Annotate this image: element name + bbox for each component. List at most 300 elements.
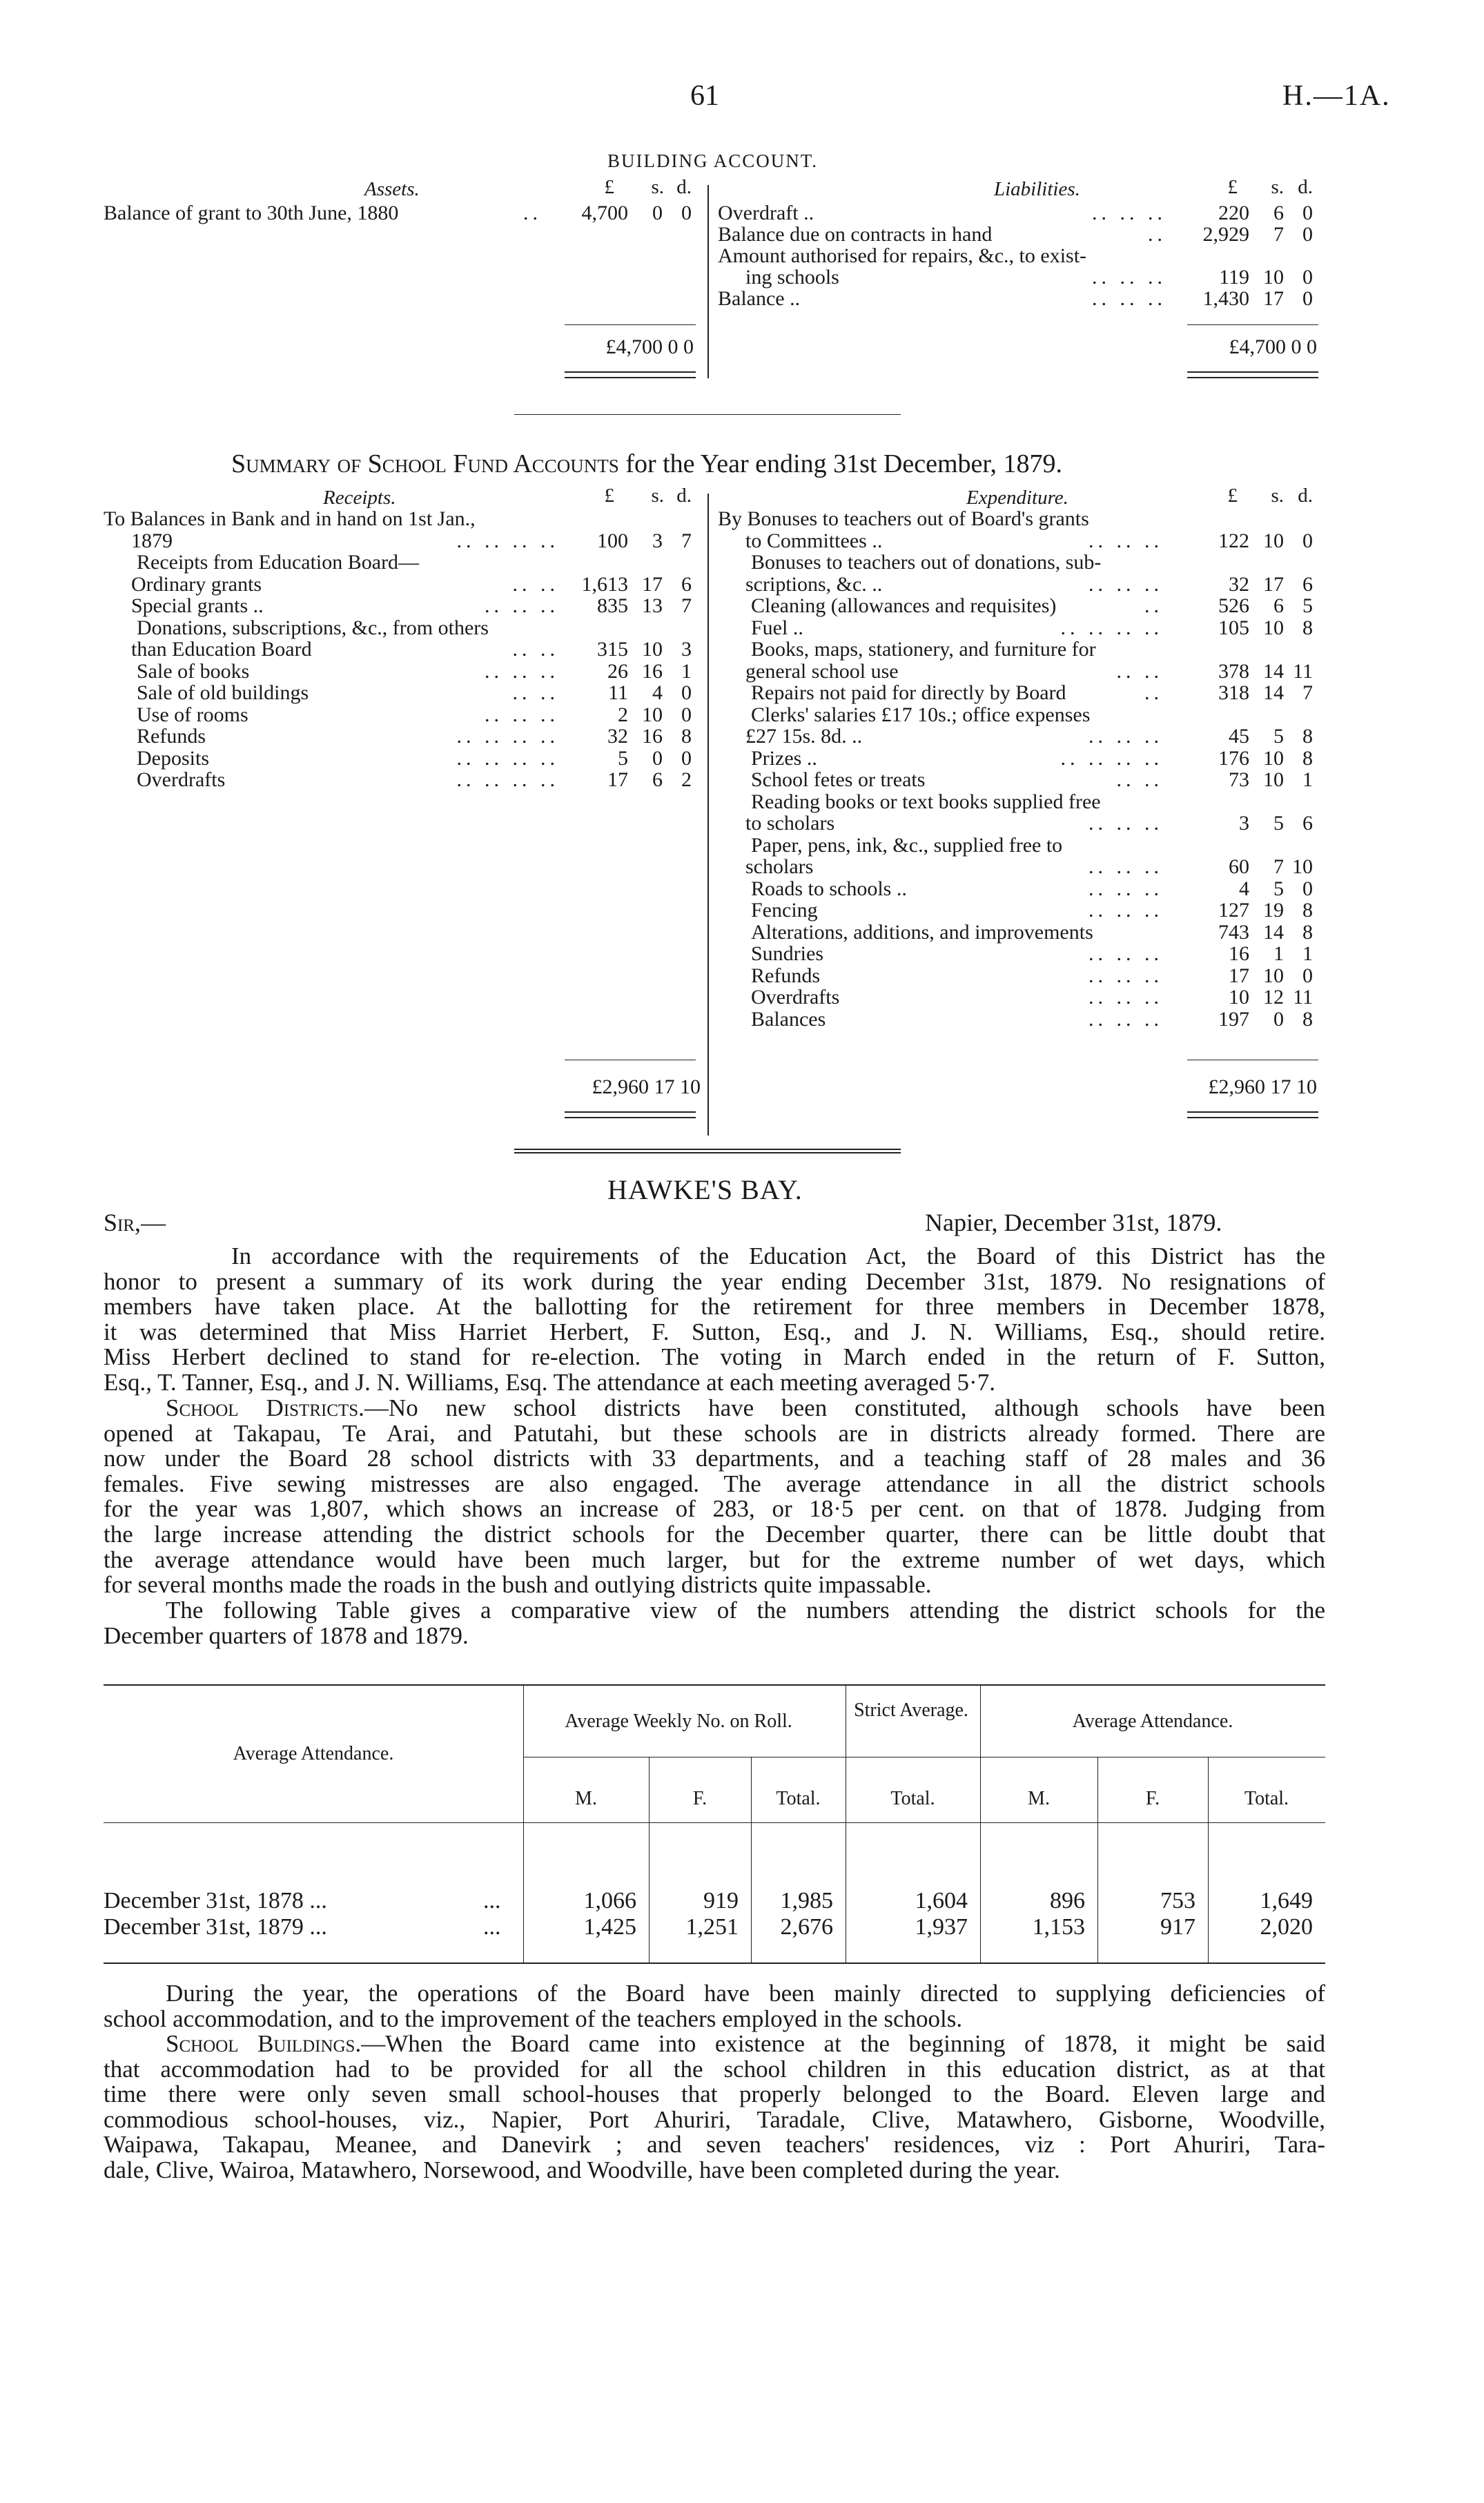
ledger-label: School fetes or treats bbox=[751, 768, 926, 791]
text-line bbox=[104, 1548, 1325, 1573]
section-head: School Buildings. bbox=[166, 2030, 362, 2057]
building-account-divider bbox=[707, 185, 709, 378]
ledger-pounds: 176 bbox=[1218, 746, 1249, 770]
table-cell: 1,937 bbox=[915, 1914, 968, 1940]
ledger-pounds: 1,613 bbox=[581, 572, 628, 596]
ledger-label: Alterations, additions, and improvements bbox=[751, 920, 1093, 944]
hawkes-bay-separator bbox=[514, 1149, 901, 1153]
ledger-pence: 3 bbox=[681, 638, 692, 661]
table-cell: 896 bbox=[1050, 1888, 1085, 1913]
ledger-pence: 0 bbox=[681, 746, 692, 770]
line-text: opened at Takapau, Te Arai, and Patutahi, but these schools are in districts already formed. There are bbox=[104, 1419, 1325, 1447]
ledger-label: than Education Board bbox=[131, 638, 312, 661]
ledger-leader-dots: .. .. .. bbox=[1088, 964, 1163, 987]
ledger-shillings: 19 bbox=[1263, 899, 1284, 922]
table-cell: 1,066 bbox=[583, 1888, 636, 1913]
ledger-pence: 7 bbox=[681, 529, 692, 552]
ledger-pence: 11 bbox=[1293, 659, 1313, 683]
ledger-pence: 2 bbox=[681, 768, 692, 791]
ledger-pence: 8 bbox=[1302, 746, 1313, 770]
ledger-label: Balance due on contracts in hand bbox=[718, 223, 993, 246]
ledger-leader-dots: .. .. bbox=[1116, 659, 1163, 683]
ledger-shillings: 17 bbox=[1263, 572, 1284, 596]
ledger-leader-dots: .. bbox=[1144, 594, 1163, 617]
ledger-pence: 0 bbox=[681, 202, 692, 224]
ledger-pence: 8 bbox=[1302, 899, 1313, 922]
line-text: commodious school-houses, viz., Napier, Port Ahuriri, Taradale, Clive, Matawhero, Gisborne, Woodville, bbox=[104, 2105, 1325, 2133]
ledger-label: Donations, subscriptions, &c., from others bbox=[137, 616, 489, 639]
ledger-pence: 0 bbox=[1302, 287, 1313, 310]
line-text: that accommodation had to be provided for all the school children in this education district, as at that bbox=[104, 2055, 1325, 2083]
table-cell: 1,985 bbox=[780, 1888, 833, 1913]
ledger-label: To Balances in Bank and in hand on 1st Jan., bbox=[104, 507, 476, 530]
ledger-pounds: 16 bbox=[1229, 942, 1249, 965]
ledger-shillings: 10 bbox=[1263, 768, 1284, 791]
ledger-pounds: 3 bbox=[1239, 812, 1249, 835]
table-cell: 2,676 bbox=[780, 1914, 833, 1940]
currency-header: £ bbox=[604, 485, 614, 507]
ledger-shillings: 4 bbox=[652, 681, 663, 704]
ledger-leader-dots: .. .. .. .. bbox=[1060, 746, 1163, 770]
ledger-pence: 7 bbox=[1302, 681, 1313, 704]
ledger-label: Receipts from Education Board— bbox=[137, 551, 420, 574]
line-text: In accordance with the requirements of the Education Act, the Board of this District has the bbox=[231, 1243, 1325, 1269]
table-cell: 1,649 bbox=[1260, 1888, 1313, 1913]
text-line bbox=[104, 2032, 1325, 2057]
ledger-pence: 1 bbox=[681, 659, 692, 683]
ledger-label: to scholars bbox=[745, 812, 835, 835]
ledger-shillings: 10 bbox=[1263, 266, 1284, 289]
ledger-label: Deposits bbox=[137, 746, 209, 770]
ledger-shillings: 17 bbox=[642, 572, 663, 596]
ledger-leader-dots: .. .. bbox=[512, 572, 559, 596]
ledger-label: Balances bbox=[751, 1007, 826, 1031]
ledger-pence: 0 bbox=[1302, 877, 1313, 900]
currency-header: d. bbox=[676, 176, 692, 198]
ledger-shillings: 10 bbox=[642, 703, 663, 726]
ledger-pounds: 2,929 bbox=[1202, 223, 1249, 246]
ledger-leader-dots: .. .. .. bbox=[1088, 529, 1163, 552]
text-line bbox=[104, 1269, 1325, 1295]
currency-header: s. bbox=[1271, 485, 1284, 507]
ledger-pence: 0 bbox=[1302, 202, 1313, 224]
liabilities-total-double-rule bbox=[1187, 371, 1318, 378]
line-text: time there were only seven small school-houses that properly belonged to the Board. Eleven large and bbox=[104, 2081, 1325, 2108]
ledger-leader-dots: .. bbox=[523, 202, 542, 224]
ledger-pounds: 4 bbox=[1239, 877, 1249, 900]
section-separator bbox=[514, 414, 901, 415]
ledger-leader-dots: .. .. .. bbox=[1088, 725, 1163, 748]
text-line bbox=[104, 2007, 1325, 2032]
ledger-pence: 6 bbox=[1302, 572, 1313, 596]
ledger-pence: 8 bbox=[1302, 1007, 1313, 1031]
currency-header: d. bbox=[676, 485, 692, 507]
ledger-label: Paper, pens, ink, &c., supplied free to bbox=[751, 833, 1063, 857]
ledger-pence: 6 bbox=[1302, 812, 1313, 835]
ledger-pounds: 4,700 bbox=[581, 202, 628, 224]
ledger-pence: 10 bbox=[1292, 855, 1313, 878]
ledger-leader-dots: .. .. .. bbox=[485, 594, 559, 617]
ledger-shillings: 3 bbox=[652, 529, 663, 552]
ledger-label: Repairs not paid for directly by Board bbox=[751, 681, 1066, 704]
ledger-pence: 0 bbox=[1302, 223, 1313, 246]
page-number: 61 bbox=[690, 80, 719, 112]
receipts-heading: Receipts. bbox=[323, 487, 396, 509]
assets-heading: Assets. bbox=[364, 178, 420, 200]
ledger-label: Clerks' salaries £17 10s.; office expenses bbox=[751, 703, 1091, 726]
text-line bbox=[104, 1472, 1325, 1497]
table-cell: 753 bbox=[1160, 1888, 1195, 1913]
ledger-pounds: 10 bbox=[1229, 986, 1249, 1009]
dateline: Napier, December 31st, 1879. bbox=[925, 1209, 1222, 1236]
section-head: School Districts. bbox=[166, 1394, 364, 1421]
table-sub-header: F. bbox=[692, 1788, 707, 1809]
table-top-rule bbox=[104, 1684, 1325, 1686]
ledger-pence: 6 bbox=[681, 572, 692, 596]
line-text: Esq., T. Tanner, Esq., and J. N. Williams, Esq. The attendance at each meeting averaged 5·7. bbox=[104, 1368, 995, 1396]
text-line bbox=[104, 1981, 1325, 2007]
ledger-leader-dots: .. .. .. .. bbox=[456, 768, 559, 791]
text-line bbox=[104, 1446, 1325, 1472]
ledger-leader-dots: .. .. bbox=[512, 681, 559, 704]
table-cell: 919 bbox=[703, 1888, 739, 1913]
ledger-label: Overdrafts bbox=[751, 986, 840, 1009]
text-line bbox=[104, 1572, 1325, 1598]
ledger-leader-dots: .. .. .. .. bbox=[456, 725, 559, 748]
table-row-label: December 31st, 1879 ... bbox=[104, 1914, 327, 1940]
ledger-pence: 0 bbox=[1302, 529, 1313, 552]
currency-header: d. bbox=[1298, 485, 1313, 507]
table-cell: 1,153 bbox=[1032, 1914, 1085, 1940]
line-text: The following Table gives a comparative view of the numbers attending the district schools for the bbox=[166, 1597, 1325, 1624]
text-line bbox=[104, 2057, 1325, 2083]
ledger-label: general school use bbox=[745, 659, 899, 683]
ledger-leader-dots: .. .. .. bbox=[1088, 1007, 1163, 1031]
ledger-shillings: 10 bbox=[1263, 746, 1284, 770]
ledger-pounds: 17 bbox=[1229, 964, 1249, 987]
ledger-label: Fencing bbox=[751, 899, 818, 922]
ledger-pounds: 73 bbox=[1229, 768, 1249, 791]
ledger-pounds: 220 bbox=[1218, 202, 1249, 224]
line-text: Miss Herbert declined to stand for re-election. The voting in March ended in the return of F. Sutton, bbox=[104, 1343, 1325, 1371]
ledger-label: Fuel .. bbox=[751, 616, 803, 639]
line-text: the average attendance would have been much larger, but for the extreme number of wet days, which bbox=[104, 1546, 1325, 1573]
table-cell: 2,020 bbox=[1260, 1914, 1313, 1940]
line-text: it was determined that Miss Harriet Herbert, F. Sutton, Esq., and J. N. Williams, Esq., should retire. bbox=[104, 1318, 1325, 1345]
line-text: —When the Board came into existence at the beginning of 1878, it might be said bbox=[361, 2030, 1325, 2057]
ledger-leader-dots: .. .. .. bbox=[1088, 877, 1163, 900]
expenditure-total-double-rule bbox=[1187, 1111, 1318, 1118]
ledger-pence: 8 bbox=[1302, 920, 1313, 944]
ledger-shillings: 10 bbox=[1263, 964, 1284, 987]
assets-total-rule bbox=[565, 324, 696, 325]
assets-total: £4,700 0 0 bbox=[605, 335, 694, 358]
paragraph-board-summary bbox=[104, 1244, 1325, 1396]
ledger-pounds: 1,430 bbox=[1202, 287, 1249, 310]
ledger-label: Ordinary grants bbox=[131, 572, 262, 596]
table-sub-header: M. bbox=[575, 1788, 597, 1809]
ledger-pence: 0 bbox=[1302, 266, 1313, 289]
ledger-pence: 5 bbox=[1302, 594, 1313, 617]
table-row-dots: ... bbox=[483, 1888, 501, 1913]
ledger-label: £27 15s. 8d. .. bbox=[745, 725, 863, 748]
table-group-attendance: Average Attendance. bbox=[1072, 1711, 1233, 1732]
ledger-leader-dots: .. .. .. bbox=[1092, 287, 1166, 310]
line-text: dale, Clive, Wairoa, Matawhero, Norsewood, and Woodville, have been completed during the year. bbox=[104, 2156, 1060, 2183]
hawkes-bay-title: HAWKE'S BAY. bbox=[607, 1174, 803, 1205]
ledger-shillings: 5 bbox=[1273, 812, 1284, 835]
ledger-pounds: 122 bbox=[1218, 529, 1249, 552]
currency-header: s. bbox=[651, 485, 664, 507]
ledger-label: Prizes .. bbox=[751, 746, 817, 770]
ledger-pounds: 378 bbox=[1218, 659, 1249, 683]
ledger-leader-dots: .. .. .. bbox=[1088, 812, 1163, 835]
table-sub-header: Total. bbox=[1244, 1788, 1289, 1809]
ledger-shillings: 7 bbox=[1273, 855, 1284, 878]
table-sub-header: Total. bbox=[890, 1788, 935, 1809]
ledger-shillings: 1 bbox=[1273, 942, 1284, 965]
ledger-shillings: 10 bbox=[642, 638, 663, 661]
ledger-leader-dots: .. .. .. bbox=[485, 703, 559, 726]
text-line bbox=[104, 1497, 1325, 1522]
table-row-header: Average Attendance. bbox=[233, 1743, 394, 1764]
text-line bbox=[104, 1244, 1325, 1269]
ledger-pounds: 60 bbox=[1229, 855, 1249, 878]
ledger-pounds: 5 bbox=[618, 746, 628, 770]
ledger-leader-dots: .. .. .. bbox=[1088, 899, 1163, 922]
ledger-leader-dots: .. .. .. bbox=[1092, 266, 1166, 289]
ledger-label: Balance of grant to 30th June, 1880 bbox=[104, 202, 399, 224]
liabilities-total: £4,700 0 0 bbox=[1229, 335, 1317, 358]
table-sub-header: M. bbox=[1028, 1788, 1050, 1809]
ledger-leader-dots: .. .. .. bbox=[1088, 572, 1163, 596]
text-line bbox=[104, 1421, 1325, 1447]
ledger-shillings: 7 bbox=[1273, 223, 1284, 246]
ledger-pence: 8 bbox=[1302, 725, 1313, 748]
ledger-shillings: 16 bbox=[642, 659, 663, 683]
ledger-shillings: 14 bbox=[1263, 920, 1284, 944]
ledger-leader-dots: .. .. .. .. bbox=[456, 529, 559, 552]
ledger-pence: 0 bbox=[1302, 964, 1313, 987]
ledger-label: to Committees .. bbox=[745, 529, 883, 552]
ledger-pence: 11 bbox=[1293, 986, 1313, 1009]
ledger-pence: 7 bbox=[681, 594, 692, 617]
line-text: During the year, the operations of the Board have been mainly directed to supplying deficiencies of bbox=[166, 1980, 1325, 2007]
table-sub-header: Total. bbox=[776, 1788, 821, 1809]
school-fund-title bbox=[231, 449, 1062, 479]
ledger-pounds: 315 bbox=[597, 638, 628, 661]
line-text: the large increase attending the district schools for the December quarter, there can be little doubt that bbox=[104, 1520, 1325, 1548]
line-text: school accommodation, and to the improvement of the teachers employed in the schools. bbox=[104, 2005, 963, 2032]
text-line bbox=[104, 2158, 1325, 2183]
line-text: for the year was 1,807, which shows an increase of 283, or 18·5 per cent. on that of 1878. Judging from bbox=[104, 1495, 1325, 1523]
table-cell: 917 bbox=[1160, 1914, 1195, 1940]
ledger-label: Roads to schools .. bbox=[751, 877, 907, 900]
ledger-label: Reading books or text books supplied free bbox=[751, 790, 1101, 813]
ledger-label: Refunds bbox=[751, 964, 820, 987]
currency-header: s. bbox=[651, 176, 664, 198]
table-cell: 1,604 bbox=[915, 1888, 968, 1913]
ledger-leader-dots: .. .. .. .. bbox=[1060, 616, 1163, 639]
ledger-pence: 1 bbox=[1302, 768, 1313, 791]
ledger-pounds: 526 bbox=[1218, 594, 1249, 617]
ledger-label: scriptions, &c. .. bbox=[745, 572, 883, 596]
text-line bbox=[104, 2107, 1325, 2133]
ledger-pounds: 105 bbox=[1218, 616, 1249, 639]
ledger-pounds: 45 bbox=[1229, 725, 1249, 748]
text-line bbox=[104, 1345, 1325, 1370]
ledger-pounds: 26 bbox=[607, 659, 628, 683]
text-line bbox=[104, 1522, 1325, 1548]
ledger-leader-dots: .. .. .. bbox=[1092, 202, 1166, 224]
ledger-pounds: 119 bbox=[1219, 266, 1249, 289]
ledger-label: scholars bbox=[745, 855, 814, 878]
ledger-shillings: 6 bbox=[1273, 202, 1284, 224]
ledger-pounds: 127 bbox=[1218, 899, 1249, 922]
ledger-label: 1879 bbox=[131, 529, 173, 552]
ledger-pence: 8 bbox=[681, 725, 692, 748]
ledger-label: Overdrafts bbox=[137, 768, 226, 791]
table-bottom-rule bbox=[104, 1963, 1325, 1964]
ledger-pounds: 2 bbox=[618, 703, 628, 726]
currency-header: s. bbox=[1271, 176, 1284, 198]
building-account-title: BUILDING ACCOUNT. bbox=[607, 150, 818, 171]
ledger-shillings: 17 bbox=[1263, 287, 1284, 310]
table-row-dots: ... bbox=[483, 1914, 501, 1940]
ledger-pounds: 835 bbox=[597, 594, 628, 617]
paragraph-school-buildings bbox=[104, 2032, 1325, 2183]
school-fund-divider bbox=[707, 494, 709, 1136]
currency-header: £ bbox=[604, 176, 614, 198]
ledger-shillings: 13 bbox=[642, 594, 663, 617]
paragraph-school-districts bbox=[104, 1396, 1325, 1598]
ledger-shillings: 5 bbox=[1273, 877, 1284, 900]
text-line bbox=[104, 1294, 1325, 1320]
report-code: H.—1A. bbox=[1282, 80, 1391, 112]
ledger-label: Refunds bbox=[137, 725, 206, 748]
text-line bbox=[104, 1320, 1325, 1345]
school-fund-title-rest: for the Year ending 31st December, 1879. bbox=[625, 449, 1063, 478]
ledger-label: Books, maps, stationery, and furniture for bbox=[751, 638, 1096, 661]
ledger-pounds: 197 bbox=[1218, 1007, 1249, 1031]
currency-header: £ bbox=[1227, 485, 1238, 507]
table-group-roll: Average Weekly No. on Roll. bbox=[565, 1711, 792, 1732]
table-row-label: December 31st, 1878 ... bbox=[104, 1888, 327, 1913]
ledger-shillings: 0 bbox=[652, 202, 663, 224]
ledger-label: ing schools bbox=[745, 266, 839, 289]
ledger-label: Bonuses to teachers out of donations, sub- bbox=[751, 551, 1102, 574]
ledger-shillings: 6 bbox=[652, 768, 663, 791]
ledger-pounds: 318 bbox=[1218, 681, 1249, 704]
text-line bbox=[104, 2132, 1325, 2158]
text-line bbox=[104, 1621, 1325, 1649]
line-text: —No new school districts have been constituted, although schools have been bbox=[364, 1394, 1325, 1421]
text-line bbox=[104, 1396, 1325, 1421]
ledger-leader-dots: .. bbox=[1144, 681, 1163, 704]
ledger-label: Sundries bbox=[751, 942, 823, 965]
ledger-shillings: 5 bbox=[1273, 725, 1284, 748]
text-line bbox=[104, 2082, 1325, 2107]
ledger-pounds: 743 bbox=[1218, 920, 1249, 944]
ledger-label: Special grants .. bbox=[131, 594, 264, 617]
ledger-pounds: 32 bbox=[1229, 572, 1249, 596]
ledger-shillings: 0 bbox=[652, 746, 663, 770]
ledger-shillings: 14 bbox=[1263, 681, 1284, 704]
assets-total-double-rule bbox=[565, 371, 696, 378]
receipts-total: £2,960 17 10 bbox=[592, 1075, 701, 1098]
ledger-leader-dots: .. .. .. .. bbox=[456, 746, 559, 770]
receipts-total-double-rule bbox=[565, 1111, 696, 1118]
line-text: members have taken place. At the ballotting for the retirement for three members in December 1878, bbox=[104, 1293, 1325, 1321]
currency-header: d. bbox=[1298, 176, 1313, 198]
ledger-pounds: 17 bbox=[607, 768, 628, 791]
ledger-pence: 8 bbox=[1302, 616, 1313, 639]
line-text: December quarters of 1878 and 1879. bbox=[104, 1621, 469, 1649]
ledger-shillings: 6 bbox=[1273, 594, 1284, 617]
ledger-shillings: 10 bbox=[1263, 616, 1284, 639]
table-group-strict: Strict Average. bbox=[854, 1699, 968, 1721]
table-cell: 1,425 bbox=[583, 1914, 636, 1940]
ledger-label: Use of rooms bbox=[137, 703, 248, 726]
ledger-label: Overdraft .. bbox=[718, 202, 814, 224]
table-header-rule bbox=[104, 1822, 1325, 1823]
expenditure-heading: Expenditure. bbox=[966, 487, 1068, 509]
ledger-pounds: 11 bbox=[608, 681, 628, 704]
ledger-label: By Bonuses to teachers out of Board's grants bbox=[718, 507, 1089, 530]
ledger-shillings: 10 bbox=[1263, 529, 1284, 552]
ledger-shillings: 14 bbox=[1263, 659, 1284, 683]
text-line bbox=[104, 1598, 1325, 1624]
ledger-label: Amount authorised for repairs, &c., to exist- bbox=[718, 244, 1087, 267]
ledger-leader-dots: .. .. bbox=[512, 638, 559, 661]
line-text: now under the Board 28 school districts with 33 departments, and a teaching staff of 28 males and 36 bbox=[104, 1445, 1325, 1472]
paragraph-table-intro bbox=[104, 1598, 1325, 1648]
ledger-label: Cleaning (allowances and requisites) bbox=[751, 594, 1057, 617]
line-text: females. Five sewing mistresses are also engaged. The average attendance in all the district schools bbox=[104, 1470, 1325, 1497]
line-text: for several months made the roads in the bush and outlying districts quite impassable. bbox=[104, 1571, 932, 1599]
ledger-pounds: 100 bbox=[597, 529, 628, 552]
currency-header: £ bbox=[1227, 176, 1238, 198]
ledger-leader-dots: .. bbox=[1148, 223, 1166, 246]
expenditure-total: £2,960 17 10 bbox=[1208, 1075, 1317, 1098]
ledger-shillings: 0 bbox=[1273, 1007, 1284, 1031]
line-text: Waipawa, Takapau, Meanee, and Danevirk ; and seven teachers' residences, viz : Port Ahuriri, Tara- bbox=[104, 2131, 1325, 2159]
ledger-pence: 1 bbox=[1302, 942, 1313, 965]
ledger-label: Sale of books bbox=[137, 659, 250, 683]
line-text: honor to present a summary of its work during the year ending December 31st, 1879. No resignations of bbox=[104, 1267, 1325, 1295]
salutation: Sir,— bbox=[104, 1209, 166, 1236]
table-sub-header: F. bbox=[1145, 1788, 1160, 1809]
ledger-shillings: 16 bbox=[642, 725, 663, 748]
ledger-leader-dots: .. .. bbox=[1116, 768, 1163, 791]
school-fund-title-caps: Summary of School Fund Accounts bbox=[231, 449, 619, 478]
liabilities-total-rule bbox=[1187, 324, 1318, 325]
ledger-leader-dots: .. .. .. bbox=[1088, 855, 1163, 878]
ledger-pence: 0 bbox=[681, 703, 692, 726]
ledger-leader-dots: .. .. .. bbox=[1088, 986, 1163, 1009]
ledger-pounds: 32 bbox=[607, 725, 628, 748]
ledger-shillings: 12 bbox=[1263, 986, 1284, 1009]
ledger-label: Sale of old buildings bbox=[137, 681, 309, 704]
liabilities-heading: Liabilities. bbox=[994, 178, 1080, 200]
ledger-label: Balance .. bbox=[718, 287, 801, 310]
ledger-pence: 0 bbox=[681, 681, 692, 704]
table-cell: 1,251 bbox=[685, 1914, 739, 1940]
ledger-leader-dots: .. .. .. bbox=[1088, 942, 1163, 965]
paragraph-operations bbox=[104, 1981, 1325, 2032]
ledger-leader-dots: .. .. .. bbox=[485, 659, 559, 683]
text-line bbox=[104, 1370, 1325, 1396]
